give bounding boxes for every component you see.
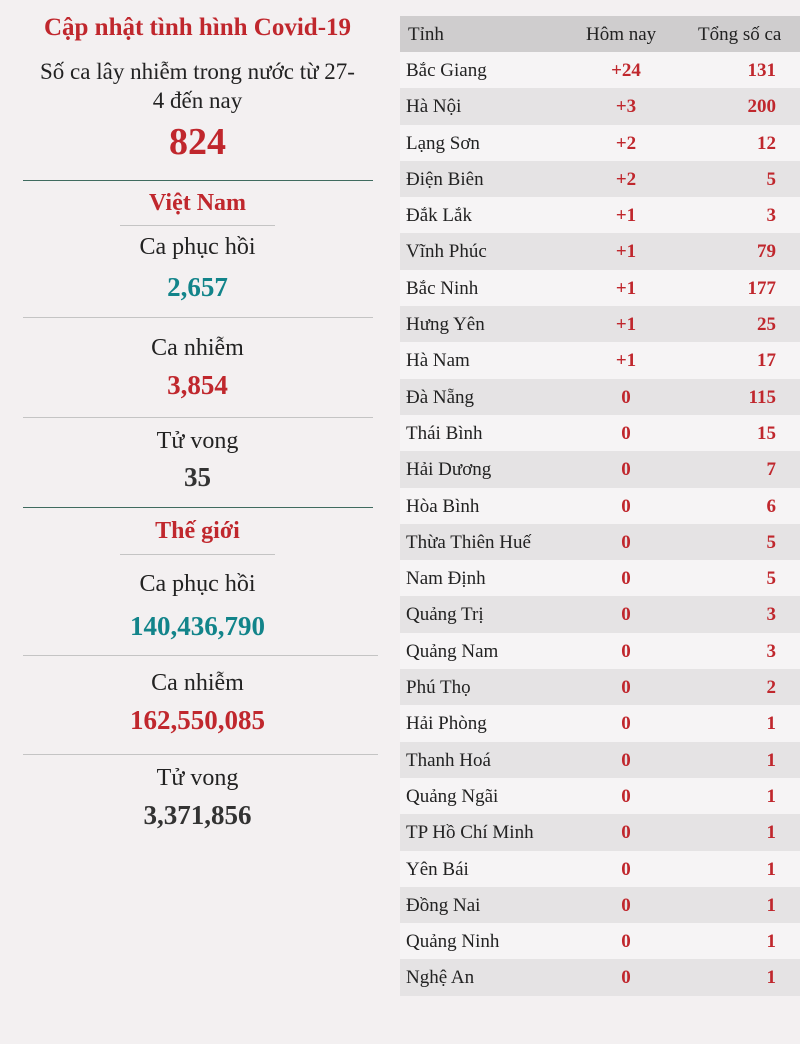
province-cell: TP Hồ Chí Minh — [406, 822, 534, 844]
today-cell: 0 — [621, 858, 631, 880]
total-cell: 200 — [747, 96, 776, 118]
province-cell: Bắc Ninh — [406, 277, 479, 299]
province-cell: Lạng Sơn — [406, 132, 480, 154]
province-cell: Yên Bái — [406, 858, 469, 880]
table-row — [400, 197, 800, 233]
total-cell: 15 — [757, 422, 776, 444]
today-cell: 0 — [621, 785, 631, 807]
total-cell: 1 — [766, 894, 776, 916]
today-cell: 0 — [621, 894, 631, 916]
table-row — [400, 88, 800, 124]
table-row — [400, 887, 800, 923]
total-cell: 5 — [766, 531, 776, 553]
total-cell: 3 — [766, 604, 776, 626]
world-recovered-value: 140,436,790 — [130, 611, 265, 641]
vn-recovered-value: 2,657 — [167, 272, 228, 302]
total-cell: 131 — [747, 60, 776, 81]
today-cell: 0 — [621, 931, 631, 953]
domestic-case-count: 824 — [169, 121, 226, 163]
total-cell: 17 — [757, 350, 776, 372]
table-row — [400, 233, 800, 269]
total-cell: 1 — [766, 749, 776, 771]
province-cell: Hà Nội — [406, 96, 462, 118]
world-heading: Thế giới — [155, 518, 240, 544]
total-cell: 79 — [757, 241, 776, 263]
province-cell: Thừa Thiên Huế — [406, 531, 531, 553]
total-cell: 1 — [766, 785, 776, 807]
vn-recovered-label: Ca phục hồi — [139, 234, 256, 260]
today-cell: 0 — [621, 677, 631, 699]
table-row — [400, 923, 800, 959]
world-deaths-value: 3,371,856 — [143, 800, 252, 830]
divider — [120, 225, 275, 226]
vn-deaths-value: 35 — [184, 462, 211, 492]
today-cell: +1 — [615, 314, 637, 336]
table-row — [400, 125, 800, 161]
today-cell: 0 — [621, 422, 631, 444]
table-row — [400, 851, 800, 887]
table-body — [400, 52, 800, 996]
header-province: Tỉnh — [408, 24, 444, 45]
table-row — [400, 705, 800, 741]
today-cell: 0 — [621, 640, 631, 662]
total-cell: 5 — [766, 568, 776, 590]
divider — [23, 655, 378, 656]
province-cell: Hà Nam — [406, 350, 470, 372]
today-cell: +2 — [615, 132, 637, 154]
divider — [23, 507, 373, 508]
page-title: Cập nhật tình hình Covid-19 — [43, 14, 352, 41]
province-cell: Thái Bình — [406, 422, 483, 444]
province-cell: Bắc Giang — [406, 60, 487, 81]
table-row — [400, 415, 800, 451]
world-infected-label: Ca nhiễm — [151, 670, 244, 696]
table-row — [400, 342, 800, 378]
today-cell: 0 — [621, 386, 631, 408]
province-cell: Quảng Nam — [406, 640, 499, 662]
province-cell: Đà Nẵng — [406, 386, 475, 408]
province-cell: Thanh Hoá — [406, 749, 491, 771]
total-cell: 1 — [766, 713, 776, 735]
province-cell: Nghệ An — [406, 967, 475, 989]
province-cell: Hải Dương — [406, 459, 492, 481]
total-cell: 3 — [766, 205, 776, 227]
today-cell: 0 — [621, 459, 631, 481]
today-cell: 0 — [621, 749, 631, 771]
table-row — [400, 488, 800, 524]
province-cell: Đắk Lắk — [406, 205, 472, 227]
total-cell: 177 — [747, 277, 776, 299]
today-cell: 0 — [621, 568, 631, 590]
table-row — [400, 814, 800, 850]
today-cell: +2 — [615, 168, 637, 190]
today-cell: 0 — [621, 495, 631, 517]
table-row — [400, 596, 800, 632]
total-cell: 115 — [748, 386, 776, 408]
province-cell: Quảng Ninh — [406, 931, 500, 953]
today-cell: +1 — [615, 277, 637, 299]
header-total: Tổng số ca — [698, 24, 782, 45]
table-row — [400, 959, 800, 995]
total-cell: 1 — [766, 858, 776, 880]
province-cell: Vĩnh Phúc — [406, 241, 487, 263]
divider — [120, 554, 275, 555]
today-cell: 0 — [621, 531, 631, 553]
province-cell: Nam Định — [406, 568, 486, 590]
total-cell: 6 — [766, 495, 776, 517]
today-cell: 0 — [621, 822, 631, 844]
total-cell: 1 — [766, 822, 776, 844]
table-row — [400, 270, 800, 306]
divider — [23, 754, 378, 755]
divider — [23, 180, 373, 181]
today-cell: +1 — [615, 205, 637, 227]
header-today: Hôm nay — [586, 24, 657, 45]
province-cell: Hưng Yên — [406, 314, 485, 336]
vietnam-heading: Việt Nam — [148, 190, 247, 216]
table-row — [400, 306, 800, 342]
total-cell: 3 — [766, 640, 776, 662]
table-row — [400, 451, 800, 487]
total-cell: 25 — [757, 314, 776, 336]
world-infected-value: 162,550,085 — [130, 705, 265, 735]
today-cell: +1 — [615, 350, 637, 372]
table-row — [400, 379, 800, 415]
table-row — [400, 524, 800, 560]
divider — [23, 417, 373, 418]
table-row — [400, 669, 800, 705]
province-cell: Hải Phòng — [406, 713, 487, 735]
today-cell: +24 — [611, 60, 641, 81]
total-cell: 5 — [766, 168, 776, 190]
today-cell: +1 — [615, 241, 637, 263]
total-cell: 7 — [766, 459, 776, 481]
world-deaths-label: Tử vong — [156, 765, 239, 791]
province-cell: Điện Biên — [406, 168, 484, 190]
summary-panel — [0, 0, 395, 1044]
total-cell: 1 — [766, 967, 776, 989]
province-cell: Quảng Ngãi — [406, 785, 499, 807]
province-cell: Phú Thọ — [406, 677, 471, 699]
vn-deaths-label: Tử vong — [156, 428, 239, 454]
province-cell: Quảng Trị — [406, 604, 484, 626]
today-cell: 0 — [621, 967, 631, 989]
table-row — [400, 633, 800, 669]
domestic-subtitle: Số ca lây nhiễm trong nước từ 27-4 đến nay — [40, 59, 355, 113]
table-row — [400, 560, 800, 596]
vn-infected-value: 3,854 — [167, 370, 228, 400]
total-cell: 2 — [766, 677, 776, 699]
today-cell: 0 — [621, 713, 631, 735]
total-cell: 1 — [766, 931, 776, 953]
table-row — [400, 778, 800, 814]
table-header — [400, 16, 800, 52]
province-table — [400, 16, 800, 996]
vn-infected-label: Ca nhiễm — [151, 335, 244, 361]
divider — [23, 317, 373, 318]
total-cell: 12 — [757, 132, 776, 154]
table-row — [400, 742, 800, 778]
province-cell: Hòa Bình — [406, 495, 480, 517]
province-cell: Đồng Nai — [406, 894, 481, 916]
today-cell: +3 — [615, 96, 637, 118]
world-recovered-label: Ca phục hồi — [139, 571, 256, 597]
today-cell: 0 — [621, 604, 631, 626]
table-row — [400, 161, 800, 197]
table-row — [400, 52, 800, 88]
